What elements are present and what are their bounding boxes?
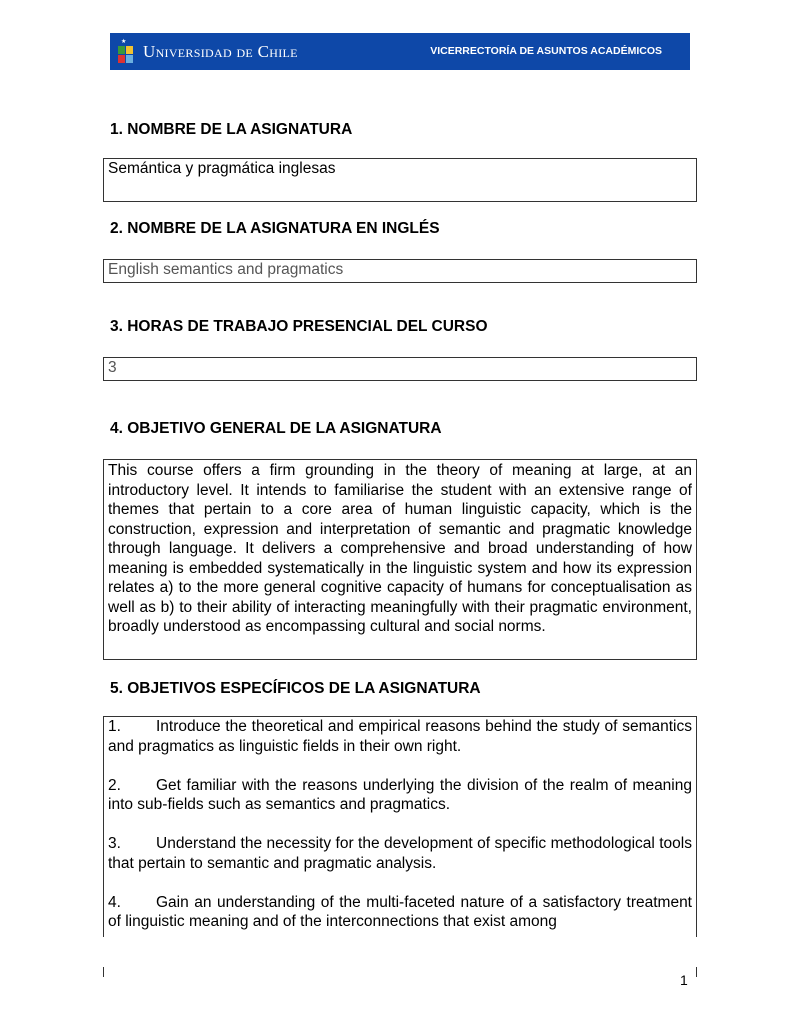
hours-field	[103, 357, 697, 381]
unit-name: VICERRECTORÍA DE ASUNTOS ACADÉMICOS	[430, 45, 662, 57]
university-logo-icon	[118, 37, 134, 65]
section-3-title: 3. HORAS DE TRABAJO PRESENCIAL DEL CURSO	[110, 318, 488, 335]
section-2-title: 2. NOMBRE DE LA ASIGNATURA EN INGLÉS	[110, 220, 440, 237]
objective-number: 2.	[108, 776, 121, 794]
objective-text: Get familiar with the reasons underlying the division of the realm of meaning into sub-fields such as semantics and pragmatics.	[108, 776, 692, 813]
course-name-value: Semántica y pragmática inglesas	[108, 160, 336, 177]
english-name-value: English semantics and pragmatics	[108, 261, 344, 278]
objective-text: Understand the necessity for the development of specific methodological tools that pertain to semantic and pragmatic analysis.	[108, 835, 692, 872]
hours-value: 3	[108, 359, 117, 376]
general-objective-field	[103, 459, 697, 660]
section-1-title: 1. NOMBRE DE LA ASIGNATURA	[110, 121, 353, 138]
objective-text: Gain an understanding of the multi-faceted nature of a satisfactory treatment of linguistic meaning and of the interconnections that exist among	[108, 893, 692, 930]
objective-number: 4.	[108, 893, 121, 911]
objective-item	[108, 717, 692, 756]
section-5-title: 5. OBJETIVOS ESPECÍFICOS DE LA ASIGNATURA	[110, 680, 481, 697]
page-number: 1	[680, 972, 688, 988]
course-name-field	[103, 158, 697, 202]
objective-text: Introduce the theoretical and empirical reasons behind the study of semantics and pragmatics as linguistic fields in their own right.	[108, 718, 692, 755]
objective-number: 1.	[108, 718, 121, 735]
objective-item	[108, 776, 692, 815]
university-name: Universidad de Chile	[143, 42, 298, 61]
section-4-title: 4. OBJETIVO GENERAL DE LA ASIGNATURA	[110, 420, 442, 437]
objective-item	[108, 893, 692, 932]
general-objective-text: This course offers a firm grounding in the theory of meaning at large, at an introductory level. It intends to familiarise the student with an extensive range of themes that pertain to a core area of human linguistic capacity, which is the construction, expression and interpretation of semantic and pragmatic knowledge through language. It delivers a comprehensive and broad understanding of how meaning is embedded systematically in the linguistic system and how its expression relates a) to the more general cognitive capacity of humans for conceptualisation as well as b) to their ability of interacting meaningfully with their pragmatic environment, broadly understood as encompassing cultural and social norms.	[108, 462, 692, 635]
svg-text:★: ★	[121, 39, 127, 45]
objective-item	[108, 834, 692, 873]
english-name-field	[103, 259, 697, 283]
header-banner	[110, 33, 690, 70]
objective-number: 3.	[108, 835, 121, 852]
